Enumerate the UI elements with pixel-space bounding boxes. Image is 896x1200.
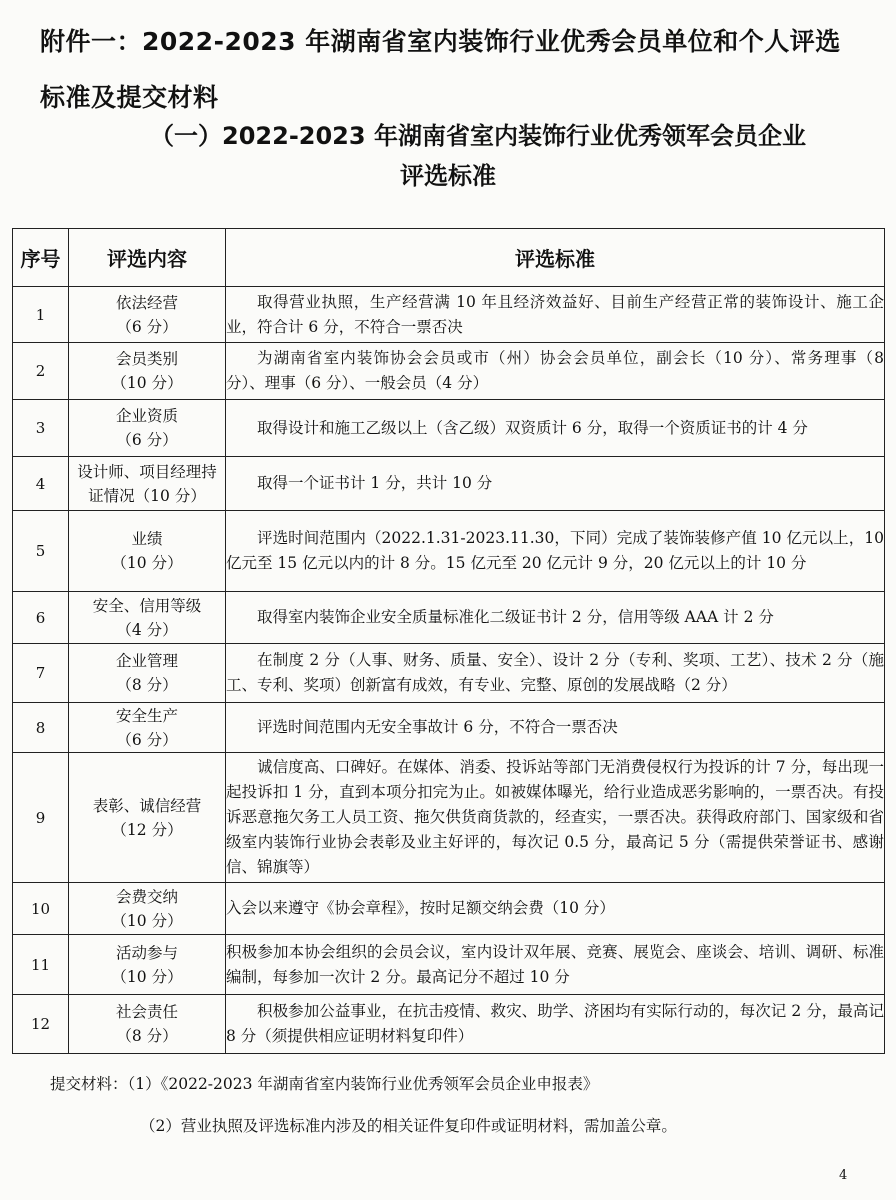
attachment-heading: 附件一：2022-2023 年湖南省室内装饰行业优秀会员单位和个人评选标准及提交材料 [40,27,841,112]
header-standard: 评选标准 [226,229,885,287]
item-name: 表彰、诚信经营 [92,796,202,815]
item-score: （8 分） [116,1027,178,1045]
row-standard: 取得设计和施工乙级以上（含乙级）双资质计 6 分，取得一个资质证书的计 4 分 [226,400,885,457]
row-item [69,644,226,703]
row-number: 6 [13,592,69,644]
table-row [13,995,885,1054]
item-score: （10 分） [111,967,183,986]
row-standard: 取得一个证书计 1 分，共计 10 分 [226,457,885,511]
table-row [13,592,885,644]
table-row [13,287,885,343]
row-item [69,883,226,935]
row-item [69,753,226,883]
item-name: 安全生产 [115,706,178,725]
item-name: 依法经营 [115,293,178,312]
section-subtitle: 评选标准 [400,162,496,190]
item-score: （10 分） [111,374,183,392]
row-item [69,935,226,995]
table-row [13,753,885,883]
materials-line-2: （2）营业执照及评选标准内涉及的相关证件复印件或证明材料，需加盖公章。 [140,1117,677,1135]
row-standard: 取得室内装饰企业安全质量标准化二级证书计 2 分，信用等级 AAA 计 2 分 [226,592,885,644]
row-standard: 入会以来遵守《协会章程》，按时足额交纳会费（10 分） [226,883,885,935]
row-number: 5 [13,511,69,592]
row-number: 10 [13,883,69,935]
row-number: 12 [13,995,69,1054]
row-number: 8 [13,703,69,753]
row-number: 4 [13,457,69,511]
row-number: 2 [13,343,69,400]
item-score: （6 分） [116,317,178,336]
item-name: 设计师、项目经理持 [77,462,217,481]
item-name: 企业管理 [115,652,178,670]
page-number: 4 [839,1168,848,1183]
row-number: 1 [13,287,69,343]
item-score: （6 分） [116,730,178,749]
row-item [69,400,226,457]
row-item [69,457,226,511]
item-score: （4 分） [116,620,178,639]
item-name: 企业资质 [115,407,178,425]
item-score: （8 分） [116,676,178,694]
row-standard: 在制度 2 分（人事、财务、质量、安全）、设计 2 分（专利、奖项、工艺）、技术 2 分（施工、专利、奖项）创新富有成效，有专业、完整、原创的发展战略（2 分） [226,644,885,703]
item-name: 会费交纳 [115,887,178,906]
item-name: 安全、信用等级 [92,596,202,615]
item-name: 社会责任 [115,1003,178,1021]
table-row [13,511,885,592]
table-row [13,935,885,995]
row-standard: 取得营业执照，生产经营满 10 年且经济效益好、目前生产经营正常的装饰设计、施工企业，符合计 6 分，不符合一票否决 [226,287,885,343]
item-score: （6 分） [116,431,178,449]
item-name: 业绩 [131,530,163,548]
table-row [13,703,885,753]
table-row [13,343,885,400]
header-item: 评选内容 [69,229,226,287]
row-number: 11 [13,935,69,995]
table-row [13,457,885,511]
row-item [69,592,226,644]
row-number: 7 [13,644,69,703]
item-name: 活动参与 [115,943,178,962]
row-standard: 诚信度高、口碑好。在媒体、消委、投诉站等部门无消费侵权行为投诉的计 7 分，每出现一起投诉扣 1 分，直到本项分扣完为止。如被媒体曝光，给行业造成恶劣影响的，一票否决。有投诉恶意拖欠务工人员工资、拖欠供货商货款的，经查实，一票否决。获得政府部门、国家级和省级室内装饰行业协会表彰及业主好评的，每次记 0.5 分，最高记 5 分（需提供荣誉证书、感谢信、锦旗等） [226,753,885,883]
row-item [69,343,226,400]
item-score: （12 分） [111,820,183,839]
row-item [69,703,226,753]
criteria-table [12,228,885,1054]
item-score: 证情况（10 分） [88,486,206,505]
row-number: 9 [13,753,69,883]
row-number: 3 [13,400,69,457]
row-standard: 积极参加公益事业，在抗击疫情、救灾、助学、济困均有实际行动的，每次记 2 分，最高记 8 分（须提供相应证明材料复印件） [226,995,885,1054]
table-row [13,400,885,457]
header-number: 序号 [13,229,69,287]
table-header-row [13,229,885,287]
row-item [69,511,226,592]
table-row [13,644,885,703]
materials-line-1: 提交材料：（1）《2022-2023 年湖南省室内装饰行业优秀领军会员企业申报表》 [50,1075,599,1093]
row-standard: 评选时间范围内（2022.1.31-2023.11.30，下同）完成了装饰装修产值 10 亿元以上，10 亿元至 15 亿元以内的计 8 分。15 亿元至 20 亿元计 9 分，20 亿元以上的计 10 分 [226,511,885,592]
table-row [13,883,885,935]
row-item [69,287,226,343]
item-name: 会员类别 [115,350,178,368]
item-score: （10 分） [111,554,183,572]
row-standard: 评选时间范围内无安全事故计 6 分，不符合一票否决 [226,703,885,753]
row-item [69,995,226,1054]
section-title: （一）2022-2023 年湖南省室内装饰行业优秀领军会员企业 [150,122,806,150]
row-standard: 为湖南省室内装饰协会会员或市（州）协会会员单位，副会长（10 分）、常务理事（8 分）、理事（6 分）、一般会员（4 分） [226,343,885,400]
row-standard: 积极参加本协会组织的会员会议，室内设计双年展、竞赛、展览会、座谈会、培训、调研、标准编制，每参加一次计 2 分。最高记分不超过 10 分 [226,935,885,995]
item-score: （10 分） [111,911,183,930]
